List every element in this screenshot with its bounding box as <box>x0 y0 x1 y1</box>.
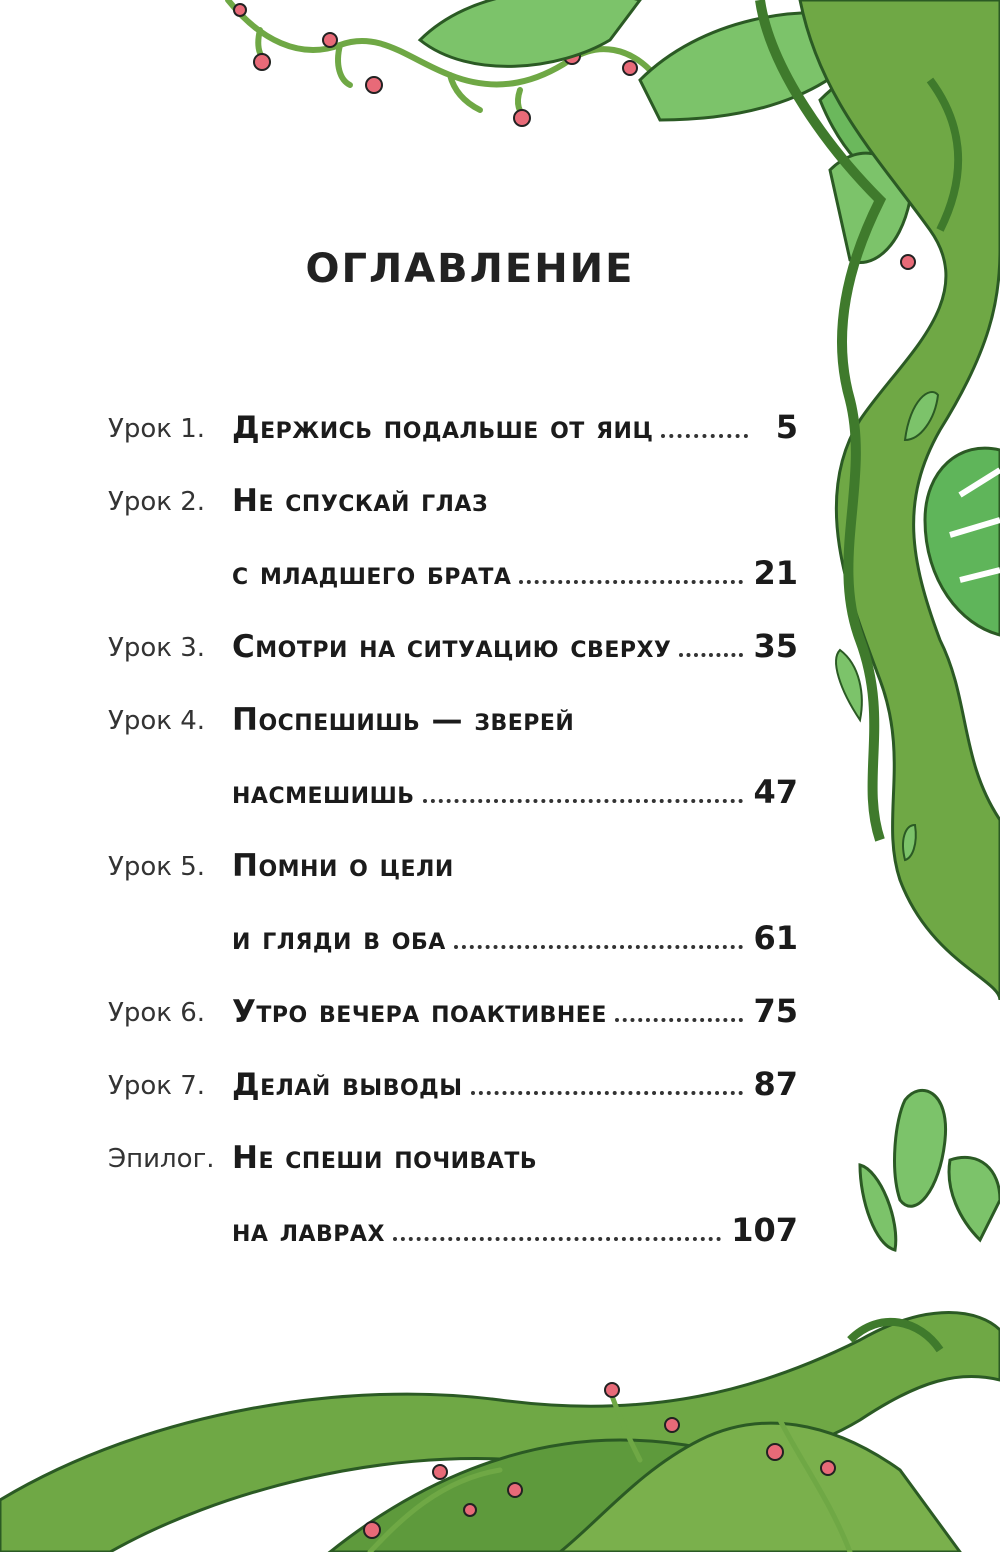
toc-entry-label: Урок 7. <box>108 1071 206 1101</box>
toc-entry-label: Урок 1. <box>108 414 206 444</box>
toc-entry-2-continuation[interactable] <box>108 544 798 594</box>
dot-leader <box>454 945 744 949</box>
toc-entry-title-continuation: с младшего брата <box>232 556 512 592</box>
toc-entry-3[interactable] <box>108 617 798 667</box>
toc-entry-title-continuation: насмешишь <box>232 775 415 811</box>
toc-entry-page: 107 <box>731 1211 798 1249</box>
toc-entry-title: Не спеши почивать <box>232 1140 538 1176</box>
dot-leader <box>661 434 748 438</box>
toc-entry-label: Урок 4. <box>108 706 206 736</box>
dot-leader <box>393 1237 721 1241</box>
bottom-right-leaves <box>860 1090 1000 1250</box>
toc-entry-1[interactable] <box>108 398 798 448</box>
toc-entry-page: 5 <box>775 408 798 446</box>
toc-entry-label: Урок 3. <box>108 633 206 663</box>
toc-entry-page: 21 <box>753 554 798 592</box>
dot-leader <box>679 653 743 657</box>
toc-entry-title: Держись подальше от яиц <box>232 410 654 446</box>
bottom-vines <box>0 1313 1000 1552</box>
toc-entry-2[interactable] <box>108 471 798 521</box>
toc-entry-title: Помни о цели <box>232 848 454 884</box>
toc-entry-label: Эпилог. <box>108 1144 215 1174</box>
toc-entry-epilogue[interactable] <box>108 1128 798 1178</box>
toc-entry-title: Смотри на ситуацию сверху <box>232 629 672 665</box>
toc-entry-label: Урок 2. <box>108 487 206 517</box>
toc-entry-title: Делай выводы <box>232 1067 463 1103</box>
monstera-leaf <box>925 448 1000 635</box>
toc-entry-title-continuation: и гляди в оба <box>232 921 446 957</box>
toc-entry-7[interactable] <box>108 1055 798 1105</box>
toc-entry-4[interactable] <box>108 690 798 740</box>
dot-leader <box>519 580 743 584</box>
toc-entry-title: Поспешишь — зверей <box>232 702 575 738</box>
toc-entry-label: Урок 6. <box>108 998 206 1028</box>
toc-entry-4-continuation[interactable] <box>108 763 798 813</box>
page-title: ОГЛАВЛЕНИЕ <box>305 246 635 292</box>
toc-entry-title-continuation: на лаврах <box>232 1213 385 1249</box>
toc-entry-page: 87 <box>753 1065 798 1103</box>
toc-entry-title: Не спускай глаз <box>232 483 489 519</box>
toc-entry-5-continuation[interactable] <box>108 909 798 959</box>
toc-entry-page: 35 <box>753 627 798 665</box>
toc-entry-page: 47 <box>753 773 798 811</box>
toc-entry-page: 75 <box>753 992 798 1030</box>
toc-entry-page: 61 <box>753 919 798 957</box>
toc-entry-epilogue-continuation[interactable] <box>108 1201 798 1251</box>
dot-leader <box>423 799 744 803</box>
toc-entry-label: Урок 5. <box>108 852 206 882</box>
dot-leader <box>615 1018 744 1022</box>
toc-entry-title: Утро вечера поактивнее <box>232 994 607 1030</box>
toc-entry-6[interactable] <box>108 982 798 1032</box>
dot-leader <box>471 1091 744 1095</box>
toc-entry-5[interactable] <box>108 836 798 886</box>
